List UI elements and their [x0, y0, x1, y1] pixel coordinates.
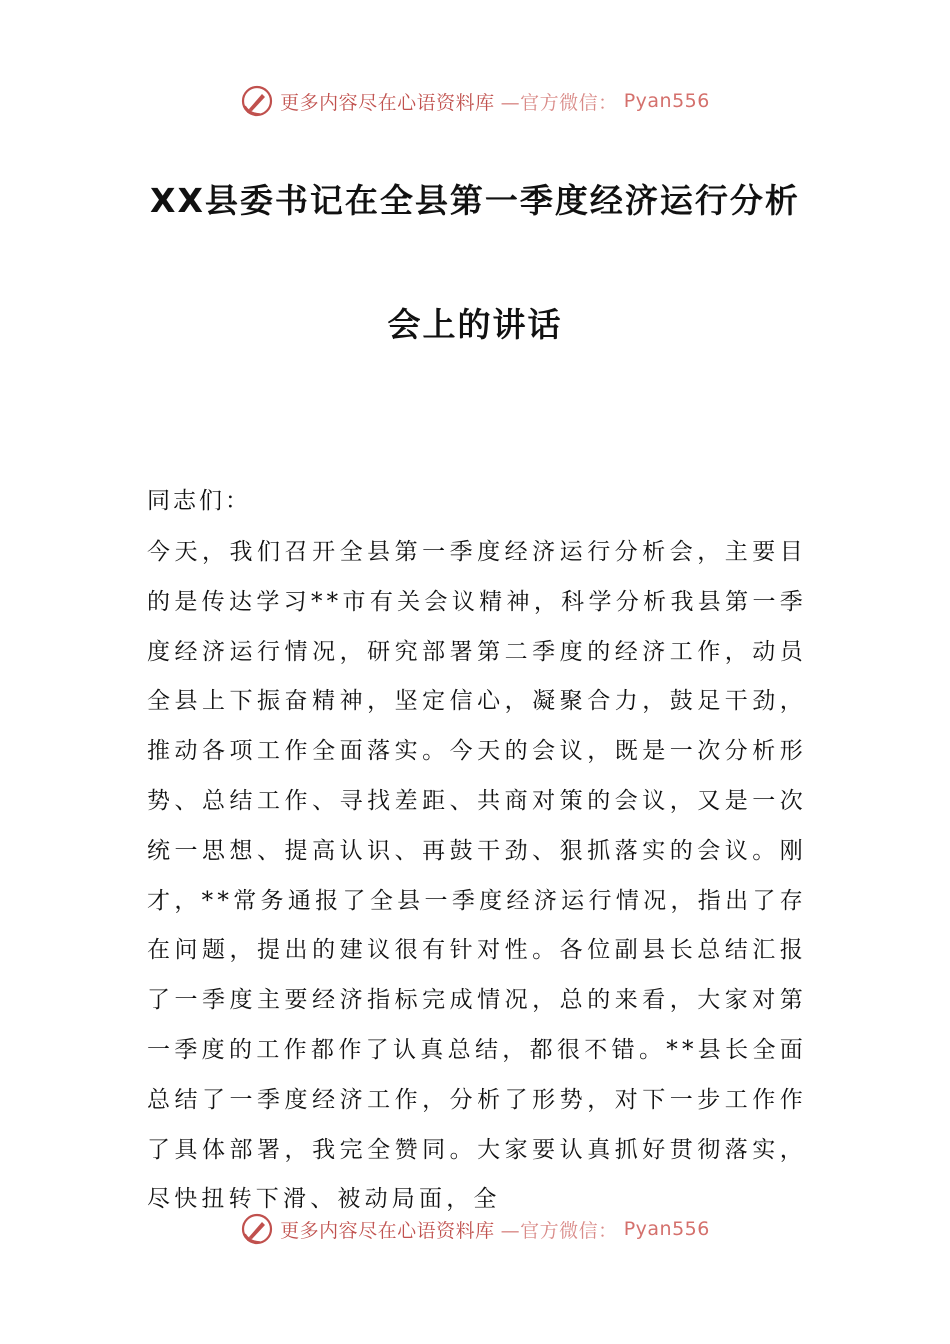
title-line-1: XX县委书记在全县第一季度经济运行分析 [150, 181, 800, 220]
title-line-2: 会上的讲话 [387, 305, 563, 344]
watermark-wechat-id: Pyan556 [623, 90, 710, 112]
watermark-wechat-id: Pyan556 [623, 1218, 710, 1240]
watermark-wechat-label: —官方微信： [500, 91, 618, 114]
watermark-text: 更多内容尽在心语资料库 [280, 91, 495, 114]
watermark-text: 更多内容尽在心语资料库 [280, 1219, 495, 1242]
salutation: 同志们： [147, 488, 251, 514]
pen-logo-icon [240, 1212, 274, 1246]
pen-logo-icon [240, 84, 274, 118]
header-watermark [0, 84, 950, 118]
watermark-wechat-label: —官方微信： [500, 1219, 618, 1242]
body-paragraph: 今天，我们召开全县第一季度经济运行分析会，主要目的是传达学习**市有关会议精神，科学分析我县第一季度经济运行情况，研究部署第二季度的经济工作，动员全县上下振奋精神，坚定信心，凝聚合力，鼓足干劲，推动各项工作全面落实。今天的会议，既是一次分析形势、总结工作、寻找差距、共商对策的会议，又是一次统一思想、提高认识、再鼓干劲、狠抓落实的会议。刚才，**常务通报了全县一季度经济运行情况，指出了存在问题，提出的建议很有针对性。各位副县长总结汇报了一季度主要经济指标完成情况，总的来看，大家对第一季度的工作都作了认真总结，都很不错。**县长全面总结了一季度经济工作，分析了形势，对下一步工作作了具体部署，我完全赞同。大家要认真抓好贯彻落实，尽快扭转下滑、被动局面，全 [147, 539, 807, 1213]
footer-watermark [0, 1212, 950, 1246]
